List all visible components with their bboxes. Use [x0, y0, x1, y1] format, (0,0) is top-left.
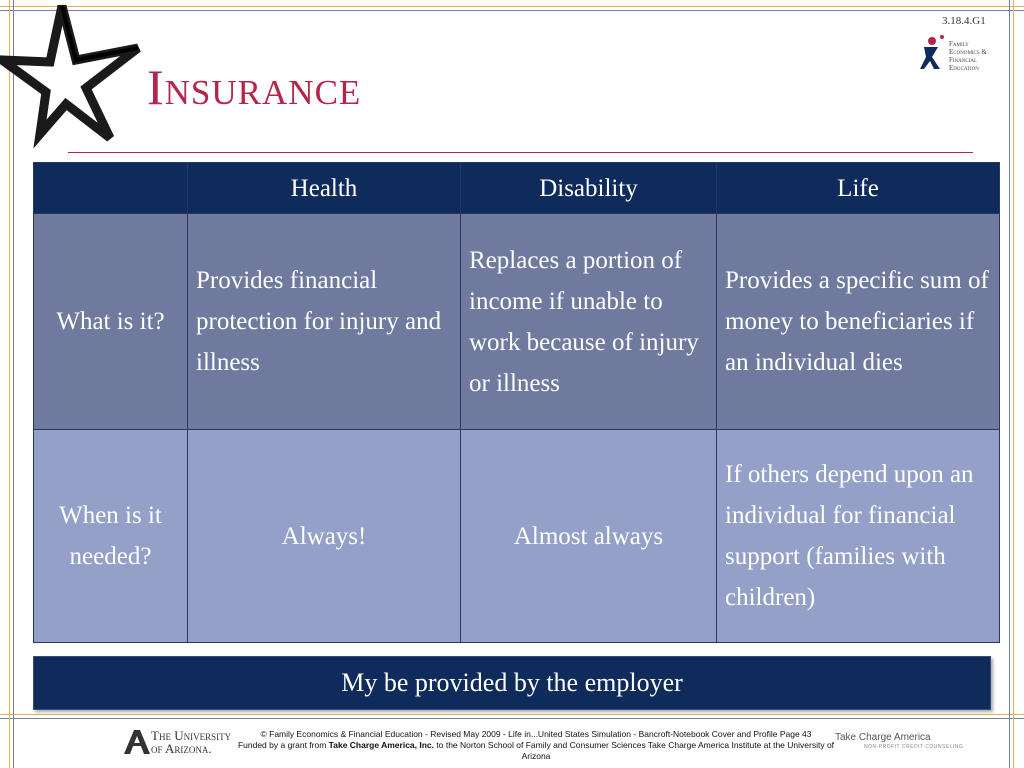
- cell-disability-when: Almost always: [461, 430, 717, 643]
- frame-line-bottom-inner: [0, 718, 1024, 719]
- frame-line-top: [0, 6, 1024, 7]
- employer-banner: My be provided by the employer: [33, 656, 991, 710]
- row-label-what: What is it?: [34, 214, 188, 430]
- slide-code: 3.18.4.G1: [942, 15, 986, 27]
- header-empty: [34, 163, 188, 214]
- frame-line-right-inner: [1009, 0, 1010, 768]
- header-life: Life: [717, 163, 1000, 214]
- title-divider: [68, 152, 973, 153]
- frame-line-top-inner: [0, 10, 1024, 11]
- page-title: Insurance: [147, 59, 362, 115]
- row-label-when: When is it needed?: [34, 430, 188, 643]
- star-icon: [0, 0, 150, 150]
- header-health: Health: [188, 163, 461, 214]
- frame-line-bottom: [0, 714, 1024, 715]
- university-name: The University of Arizona.: [151, 728, 232, 756]
- cell-life-what: Provides a specific sum of money to beneficiaries if an individual dies: [717, 214, 1000, 430]
- header-disability: Disability: [461, 163, 717, 214]
- take-charge-america-subtitle: NON-PROFIT CREDIT COUNSELING: [864, 744, 964, 750]
- insurance-table: [33, 162, 1000, 643]
- footer-credits: © Family Economics & Financial Education - Revised May 2009 - Life in...United States Simulation - Bancroft-Notebook Cover and Profile Page 43 Funded by a grant from Take Charge America, Inc. to the Norton School of Family and Consumer Sciences Take Charge America Institute at the University of Arizona: [237, 729, 835, 761]
- frame-line-right: [1013, 0, 1014, 768]
- table-row: [34, 430, 1000, 643]
- cell-health-when: Always!: [188, 430, 461, 643]
- cell-life-when: If others depend upon an individual for financial support (families with children): [717, 430, 1000, 643]
- take-charge-america-logo: Take Charge America: [835, 732, 931, 743]
- fefe-logo-text: Family Economics & Financial Education: [949, 40, 987, 72]
- cell-health-what: Provides financial protection for injury and illness: [188, 214, 461, 430]
- university-of-arizona-logo-icon: [122, 728, 152, 756]
- cell-disability-what: Replaces a portion of income if unable to work because of injury or illness: [461, 214, 717, 430]
- table-header-row: [34, 163, 1000, 214]
- table-row: [34, 214, 1000, 430]
